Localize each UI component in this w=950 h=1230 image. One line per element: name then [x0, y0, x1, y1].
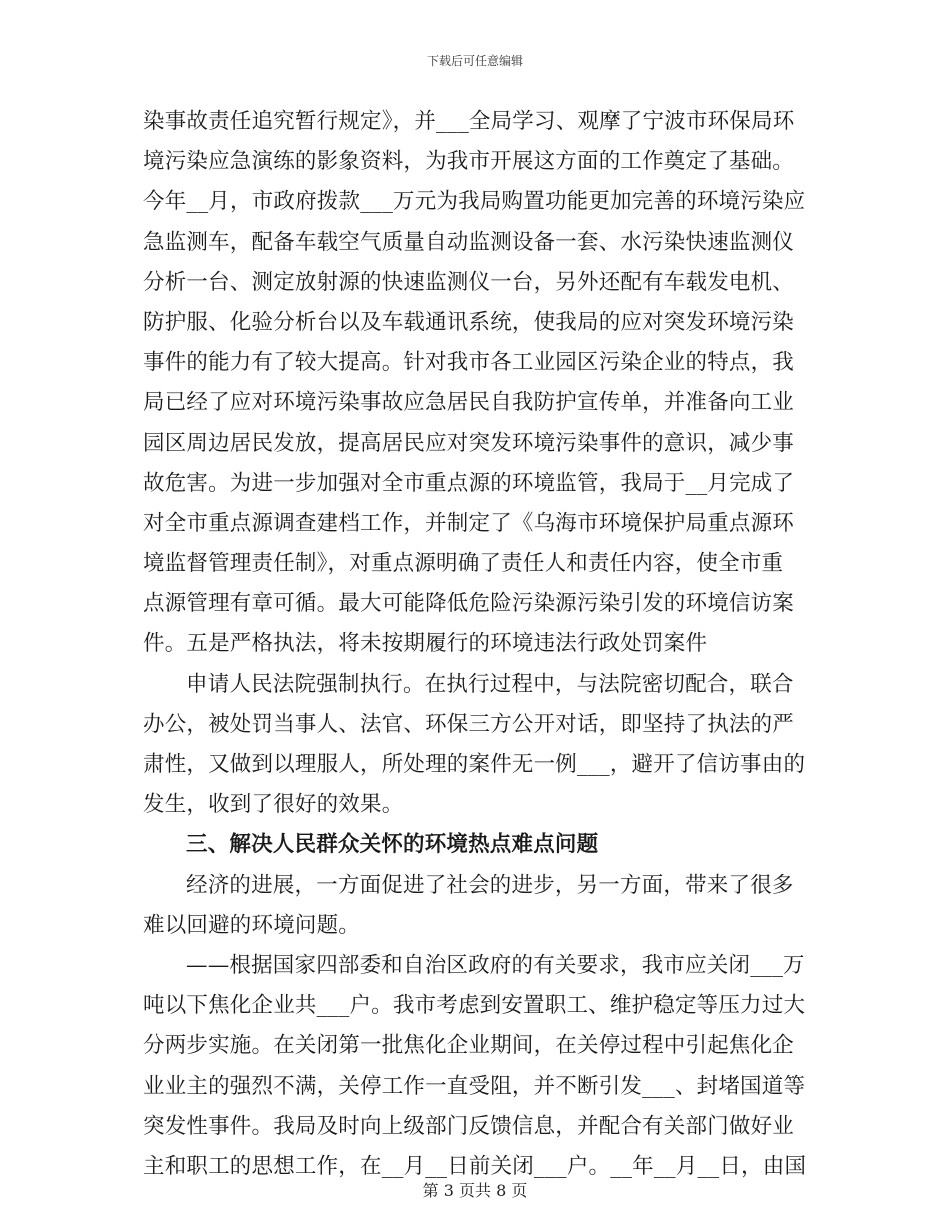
document-body — [143, 102, 809, 1187]
text-line: 园区周边居民发放，提高居民应对突发环境污染事件的意识，减少事 — [143, 430, 795, 456]
text-line: 突发性事件。我局及时向上级部门反馈信息，并配合有关部门做好业 — [143, 1113, 795, 1139]
text-line: 防护服、化验分析台以及车载通讯系统，使我局的应对突发环境污染 — [143, 309, 795, 335]
text-line: 难以回避的环境问题。 — [143, 912, 361, 938]
text-line: 肃性，又做到以理服人，所处理的案件无一例___，避开了信访事由的 — [143, 752, 806, 777]
text-line: 急监测车，配备车载空气质量自动监测设备一套、水污染快速监测仪 — [143, 229, 795, 255]
text-line: 对全市重点源调查建档工作，并制定了《乌海市环境保护局重点源环 — [143, 510, 795, 536]
text-line: 局已经了应对环境污染事故应急居民自我防护宣传单，并准备向工业 — [143, 390, 795, 416]
page-header: 下载后可任意编辑 — [426, 54, 523, 68]
text-line: 事件的能力有了较大提高。针对我市各工业园区污染企业的特点，我 — [143, 350, 795, 376]
text-line: 点源管理有章可循。最大可能降低危险污染源污染引发的环境信访案 — [143, 591, 795, 617]
text-line: 分析一台、测定放射源的快速监测仪一台，另外还配有车载发电机、 — [143, 269, 795, 295]
text-line: 今年__月，市政府拨款___万元为我局购置功能更加完善的环境污染应 — [143, 189, 806, 215]
section-heading: 三、解决人民群众关怀的环境热点难点问题 — [186, 832, 599, 858]
text-line: 境监督管理责任制》，对重点源明确了责任人和责任内容，使全市重 — [143, 551, 784, 577]
text-line: 主和职工的思想工作，在__月__日前关闭___户。__年__月__日，由国 — [143, 1153, 807, 1179]
paragraph-start-line: 申请人民法院强制执行。在执行过程中，与法院密切配合，联合 — [186, 671, 794, 697]
text-line: 吨以下焦化企业共___户。我市考虑到安置职工、维护稳定等压力过大 — [143, 993, 806, 1019]
text-line: 染事故责任追究暂行规定》，并___全局学习、观摩了宁波市环保局环 — [143, 109, 795, 134]
text-line: 业业主的强烈不满，关停工作一直受阻，并不断引发___、封堵国道等 — [143, 1073, 806, 1099]
text-line: 分两步实施。在关闭第一批焦化企业期间，在关停过程中引起焦化企 — [143, 1033, 795, 1059]
text-line: 件。五是严格执法，将未按期履行的环境违法行政处罚案件 — [143, 631, 708, 657]
text-line: 故危害。为进一步加强对全市重点源的环境监管，我局于__月完成了 — [143, 470, 795, 496]
paragraph-start-line: 经济的进展，一方面促进了社会的进步，另一方面，带来了很多 — [186, 872, 794, 898]
text-line: 办公，被处罚当事人、法官、环保三方公开对话，即坚持了执法的严 — [143, 711, 795, 737]
text-line: 发生，收到了很好的效果。 — [143, 792, 404, 818]
page-footer: 第 3 页共 8 页 — [422, 1181, 528, 1200]
paragraph-start-line: ——根据国家四部委和自治区政府的有关要求，我市应关闭___万 — [186, 952, 805, 978]
text-line: 境污染应急演练的影象资料，为我市开展这方面的工作奠定了基础。 — [143, 149, 795, 175]
